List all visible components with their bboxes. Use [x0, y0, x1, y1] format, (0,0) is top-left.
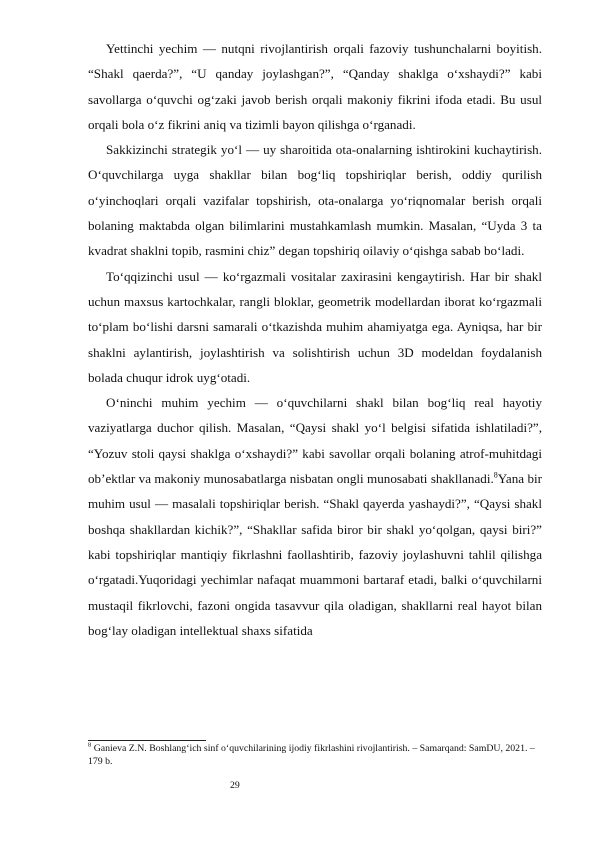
paragraph-seventh-solution: Yettinchi yechim — nutqni rivojlantirish orqali fazoviy tushunchalarni boyitish. “Shakl qaerda?”, “U qanday joylashgan?”, “Qanday shaklga o‘xshaydi?” kabi savollarga o‘quvchi og‘zaki javob berish orqali makoniy fikrini ifoda etadi. Bu usul orqali bola o‘z fikrini aniq va tizimli bayon qilishga o‘rganadi.: [88, 41, 542, 132]
footnote-reference[interactable]: 8: [493, 470, 498, 480]
footnote: [88, 742, 542, 768]
paragraph-ninth-method: To‘qqizinchi usul — ko‘rgazmali vositalar zaxirasini kengaytirish. Har bir shakl uchun maxsus kartochkalar, rangli bloklar, geometrik modellardan iborat ko‘rgazmali to‘plam bo‘lishi darsni samarali o‘tkazishda muhim ahamiyatga ega. Ayniqsa, har bir shaklni aylantirish, joylashtirish va solishtirish uchun 3D modeldan foydalanish bolada chuqur idrok uyg‘otadi.: [88, 268, 542, 385]
paragraph-tenth-text-before: O‘ninchi muhim yechim — o‘quvchilarni shakl bilan bog‘liq real hayotiy vaziyatlarga duchor qilish. Masalan, “Qaysi shakl yo‘l belgisi sifatida ishlatiladi?”, “Yozuv stoli qaysi shaklga o‘xshaydi?” kabi savollar orqali bolaning atrof-muhitdagi ob’ektlar va makoniy munosabatlarga nisbatan ongli munosabati shakllanadi.: [88, 395, 542, 487]
page-number: 29: [230, 780, 240, 791]
paragraph-tenth-solution: [88, 390, 542, 643]
footnote-text: Ganieva Z.N. Boshlang‘ich sinf o‘quvchilarining ijodiy fikrlashini rivojlantirish. – Samarqand: SamDU, 2021. – 179 b.: [88, 743, 535, 767]
page-body: [88, 36, 542, 643]
paragraph-tenth-text-after: Yana bir muhim usul — masalali topshiriqlar berish. “Shakl qayerda yashaydi?”, “Qaysi shakl boshqa shakllardan kichik?”, “Shakllar safida biror bir shakl yo‘qolgan, qaysi biri?” kabi topshiriqlar mantiqiy fikrlashni faollashtirib, fazoviy joylashuvni tahlil qilishga o‘rgatadi.Yuqoridagi yechimlar nafaqat muammoni bartaraf etadi, balki o‘quvchilarni mustaqil fikrlovchi, fazoni ongida tasavvur qila oladigan, shakllarni real hayot bilan bog‘lay oladigan intellektual shaxs sifatida: [88, 471, 542, 638]
footnote-separator: [88, 740, 206, 741]
paragraph-eighth-strategy: Sakkizinchi strategik yo‘l — uy sharoitida ota-onalarning ishtirokini kuchaytirish. O‘quvchilarga uyga shakllar bilan bog‘liq topshiriqlar berish, oddiy qurilish o‘yinchoqlari orqali vazifalar topshirish, ota-onalarga yo‘riqnomalar berish orqali bolaning maktabda olgan bilimlarini mustahkamlash mumkin. Masalan, “Uyda 3 ta kvadrat shaklni topib, rasmini chiz” degan topshiriq oilaviy o‘qishga sabab bo‘ladi.: [88, 142, 542, 259]
footnote-marker: 8: [88, 741, 92, 749]
